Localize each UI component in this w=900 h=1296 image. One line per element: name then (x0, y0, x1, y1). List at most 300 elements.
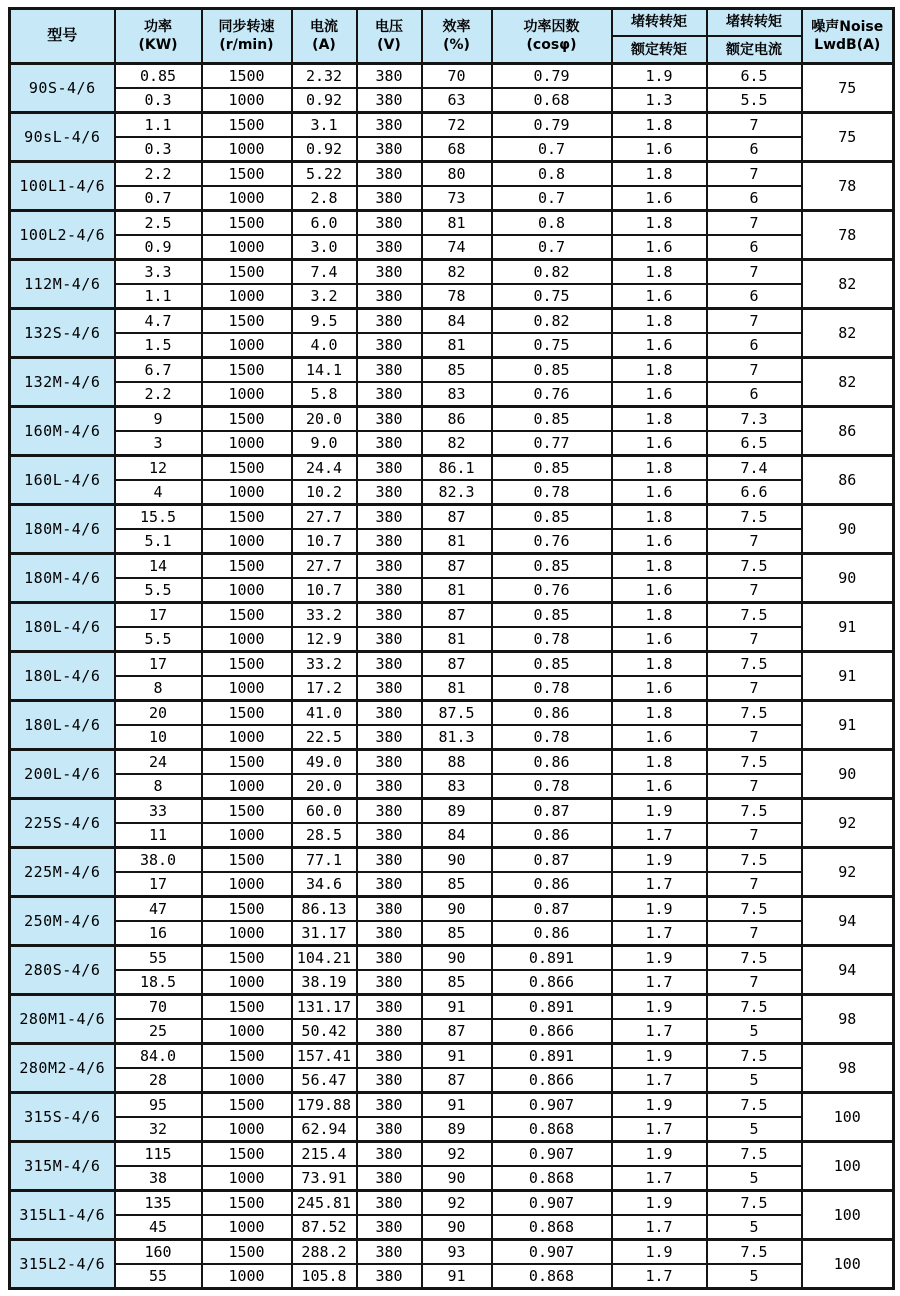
power-factor-cell: 0.868 (492, 1264, 612, 1289)
efficiency-cell: 91 (422, 995, 492, 1020)
torque-ratio-cell: 1.7 (612, 1166, 707, 1191)
power-factor-cell: 0.78 (492, 627, 612, 652)
noise-cell: 78 (802, 162, 894, 211)
spec-row-1500 (10, 701, 894, 726)
speed-cell: 1000 (202, 235, 292, 260)
voltage-cell: 380 (357, 284, 422, 309)
current-cell: 3.1 (292, 113, 357, 138)
current-cell: 34.6 (292, 872, 357, 897)
power-cell: 8 (115, 774, 202, 799)
current-cell: 27.7 (292, 505, 357, 530)
current-ratio-cell: 7.5 (707, 554, 802, 579)
voltage-cell: 380 (357, 162, 422, 187)
voltage-cell: 380 (357, 480, 422, 505)
power-factor-cell: 0.79 (492, 113, 612, 138)
power-factor-cell: 0.87 (492, 799, 612, 824)
noise-cell: 75 (802, 64, 894, 113)
current-cell: 9.0 (292, 431, 357, 456)
efficiency-cell: 82.3 (422, 480, 492, 505)
efficiency-cell: 87 (422, 1068, 492, 1093)
noise-cell: 82 (802, 260, 894, 309)
torque-ratio-cell: 1.7 (612, 921, 707, 946)
power-cell: 70 (115, 995, 202, 1020)
torque-ratio-cell: 1.8 (612, 309, 707, 334)
header-current (292, 9, 357, 64)
current-cell: 2.8 (292, 186, 357, 211)
current-ratio-cell: 6 (707, 186, 802, 211)
voltage-cell: 380 (357, 774, 422, 799)
torque-ratio-cell: 1.9 (612, 995, 707, 1020)
spec-row-1500 (10, 1044, 894, 1069)
power-cell: 38 (115, 1166, 202, 1191)
efficiency-cell: 73 (422, 186, 492, 211)
power-factor-cell: 0.7 (492, 137, 612, 162)
current-ratio-cell: 7 (707, 578, 802, 603)
power-cell: 9 (115, 407, 202, 432)
power-factor-cell: 0.868 (492, 1166, 612, 1191)
efficiency-cell: 63 (422, 88, 492, 113)
speed-cell: 1000 (202, 137, 292, 162)
power-cell: 17 (115, 603, 202, 628)
spec-row-1500 (10, 946, 894, 971)
efficiency-cell: 87 (422, 505, 492, 530)
voltage-cell: 380 (357, 137, 422, 162)
power-factor-cell: 0.76 (492, 578, 612, 603)
efficiency-cell: 82 (422, 431, 492, 456)
current-cell: 0.92 (292, 137, 357, 162)
noise-cell: 92 (802, 848, 894, 897)
current-ratio-cell: 7.5 (707, 1093, 802, 1118)
current-ratio-cell: 5 (707, 1019, 802, 1044)
efficiency-cell: 84 (422, 823, 492, 848)
power-factor-cell: 0.68 (492, 88, 612, 113)
speed-cell: 1500 (202, 1191, 292, 1216)
torque-ratio-cell: 1.7 (612, 1068, 707, 1093)
noise-cell: 91 (802, 652, 894, 701)
power-factor-cell: 0.866 (492, 1019, 612, 1044)
torque-ratio-cell: 1.9 (612, 1240, 707, 1265)
header-power (115, 9, 202, 64)
torque-ratio-cell: 1.6 (612, 235, 707, 260)
noise-cell: 86 (802, 407, 894, 456)
spec-row-1000 (10, 725, 894, 750)
power-factor-cell: 0.86 (492, 921, 612, 946)
speed-cell: 1500 (202, 113, 292, 138)
voltage-cell: 380 (357, 529, 422, 554)
power-cell: 0.3 (115, 137, 202, 162)
current-ratio-cell: 7.5 (707, 1191, 802, 1216)
torque-ratio-cell: 1.8 (612, 652, 707, 677)
power-factor-cell: 0.86 (492, 701, 612, 726)
torque-ratio-cell: 1.8 (612, 260, 707, 285)
efficiency-cell: 90 (422, 1215, 492, 1240)
power-factor-cell: 0.75 (492, 333, 612, 358)
model-cell: 180L-4/6 (10, 652, 115, 701)
torque-ratio-cell: 1.9 (612, 1142, 707, 1167)
current-cell: 12.9 (292, 627, 357, 652)
voltage-cell: 380 (357, 872, 422, 897)
header-efficiency (422, 9, 492, 64)
power-factor-cell: 0.82 (492, 260, 612, 285)
spec-row-1000 (10, 921, 894, 946)
current-ratio-cell: 7.5 (707, 946, 802, 971)
header-model: 型号 (10, 9, 115, 64)
current-ratio-cell: 7.5 (707, 1044, 802, 1069)
voltage-cell: 380 (357, 1093, 422, 1118)
current-cell: 157.41 (292, 1044, 357, 1069)
spec-row-1000 (10, 186, 894, 211)
header-torque-ratio (612, 9, 707, 64)
speed-cell: 1000 (202, 725, 292, 750)
power-factor-cell: 0.85 (492, 652, 612, 677)
power-cell: 3 (115, 431, 202, 456)
speed-cell: 1500 (202, 701, 292, 726)
noise-cell: 100 (802, 1142, 894, 1191)
current-ratio-cell: 7.5 (707, 652, 802, 677)
power-cell: 5.1 (115, 529, 202, 554)
spec-row-1000 (10, 823, 894, 848)
current-ratio-cell: 7 (707, 162, 802, 187)
current-ratio-cell: 6 (707, 284, 802, 309)
speed-cell: 1500 (202, 603, 292, 628)
spec-row-1500 (10, 309, 894, 334)
power-factor-cell: 0.907 (492, 1142, 612, 1167)
speed-cell: 1000 (202, 1117, 292, 1142)
header-speed (202, 9, 292, 64)
power-factor-cell: 0.907 (492, 1191, 612, 1216)
model-cell: 90sL-4/6 (10, 113, 115, 162)
model-cell: 315L2-4/6 (10, 1240, 115, 1289)
power-factor-cell: 0.85 (492, 407, 612, 432)
spec-row-1500 (10, 1093, 894, 1118)
power-cell: 0.7 (115, 186, 202, 211)
speed-cell: 1500 (202, 897, 292, 922)
voltage-cell: 380 (357, 211, 422, 236)
torque-ratio-cell: 1.7 (612, 1264, 707, 1289)
speed-cell: 1000 (202, 1166, 292, 1191)
voltage-cell: 380 (357, 407, 422, 432)
speed-cell: 1000 (202, 333, 292, 358)
header-speed-unit: (r/min) (219, 37, 274, 54)
current-ratio-cell: 7 (707, 529, 802, 554)
power-factor-cell: 0.868 (492, 1117, 612, 1142)
spec-row-1000 (10, 1166, 894, 1191)
current-ratio-cell: 7 (707, 921, 802, 946)
header-power-factor-unit: (cosφ) (526, 37, 577, 54)
current-ratio-cell: 5.5 (707, 88, 802, 113)
spec-row-1000 (10, 284, 894, 309)
efficiency-cell: 85 (422, 970, 492, 995)
speed-cell: 1000 (202, 1215, 292, 1240)
header-efficiency-title: 效率 (442, 19, 471, 35)
spec-row-1000 (10, 431, 894, 456)
model-cell: 280M1-4/6 (10, 995, 115, 1044)
header-efficiency-unit: (%) (443, 37, 470, 54)
efficiency-cell: 85 (422, 872, 492, 897)
torque-ratio-cell: 1.6 (612, 431, 707, 456)
power-factor-cell: 0.75 (492, 284, 612, 309)
torque-ratio-cell: 1.6 (612, 627, 707, 652)
spec-row-1500 (10, 358, 894, 383)
speed-cell: 1500 (202, 799, 292, 824)
current-cell: 10.7 (292, 529, 357, 554)
torque-ratio-cell: 1.9 (612, 1191, 707, 1216)
current-ratio-cell: 7.5 (707, 603, 802, 628)
torque-ratio-cell: 1.8 (612, 750, 707, 775)
power-factor-cell: 0.868 (492, 1215, 612, 1240)
speed-cell: 1500 (202, 946, 292, 971)
voltage-cell: 380 (357, 1191, 422, 1216)
speed-cell: 1500 (202, 211, 292, 236)
model-cell: 200L-4/6 (10, 750, 115, 799)
speed-cell: 1000 (202, 431, 292, 456)
spec-row-1500 (10, 260, 894, 285)
current-cell: 24.4 (292, 456, 357, 481)
torque-ratio-cell: 1.8 (612, 554, 707, 579)
efficiency-cell: 70 (422, 64, 492, 89)
torque-ratio-cell: 1.8 (612, 162, 707, 187)
speed-cell: 1000 (202, 627, 292, 652)
voltage-cell: 380 (357, 725, 422, 750)
power-factor-cell: 0.77 (492, 431, 612, 456)
efficiency-cell: 87 (422, 652, 492, 677)
header-power-factor (492, 9, 612, 64)
power-factor-cell: 0.866 (492, 1068, 612, 1093)
voltage-cell: 380 (357, 1019, 422, 1044)
power-factor-cell: 0.78 (492, 725, 612, 750)
current-cell: 22.5 (292, 725, 357, 750)
power-cell: 4.7 (115, 309, 202, 334)
spec-row-1500 (10, 995, 894, 1020)
power-cell: 45 (115, 1215, 202, 1240)
power-factor-cell: 0.907 (492, 1093, 612, 1118)
power-factor-cell: 0.78 (492, 480, 612, 505)
model-cell: 225M-4/6 (10, 848, 115, 897)
noise-cell: 98 (802, 995, 894, 1044)
model-cell: 160M-4/6 (10, 407, 115, 456)
torque-ratio-cell: 1.9 (612, 799, 707, 824)
voltage-cell: 380 (357, 358, 422, 383)
speed-cell: 1000 (202, 382, 292, 407)
spec-row-1000 (10, 676, 894, 701)
torque-ratio-cell: 1.6 (612, 137, 707, 162)
speed-cell: 1500 (202, 652, 292, 677)
power-cell: 18.5 (115, 970, 202, 995)
power-factor-cell: 0.866 (492, 970, 612, 995)
current-ratio-cell: 6 (707, 137, 802, 162)
power-factor-cell: 0.87 (492, 848, 612, 873)
spec-row-1500 (10, 603, 894, 628)
power-cell: 2.5 (115, 211, 202, 236)
header-voltage (357, 9, 422, 64)
efficiency-cell: 86.1 (422, 456, 492, 481)
current-ratio-cell: 7 (707, 676, 802, 701)
voltage-cell: 380 (357, 603, 422, 628)
efficiency-cell: 81 (422, 627, 492, 652)
current-cell: 288.2 (292, 1240, 357, 1265)
noise-cell: 90 (802, 505, 894, 554)
current-cell: 14.1 (292, 358, 357, 383)
power-cell: 16 (115, 921, 202, 946)
power-cell: 32 (115, 1117, 202, 1142)
current-ratio-cell: 7 (707, 211, 802, 236)
power-factor-cell: 0.907 (492, 1240, 612, 1265)
power-cell: 25 (115, 1019, 202, 1044)
torque-ratio-cell: 1.9 (612, 946, 707, 971)
power-cell: 95 (115, 1093, 202, 1118)
speed-cell: 1500 (202, 309, 292, 334)
model-cell: 315S-4/6 (10, 1093, 115, 1142)
spec-row-1500 (10, 407, 894, 432)
current-cell: 50.42 (292, 1019, 357, 1044)
header-power-unit: (KW) (138, 37, 178, 54)
model-cell: 180M-4/6 (10, 554, 115, 603)
header-speed-title: 同步转速 (218, 19, 275, 35)
voltage-cell: 380 (357, 333, 422, 358)
power-cell: 12 (115, 456, 202, 481)
noise-cell: 90 (802, 750, 894, 799)
torque-ratio-cell: 1.8 (612, 113, 707, 138)
power-cell: 55 (115, 946, 202, 971)
current-cell: 38.19 (292, 970, 357, 995)
voltage-cell: 380 (357, 799, 422, 824)
current-ratio-cell: 7.4 (707, 456, 802, 481)
voltage-cell: 380 (357, 1044, 422, 1069)
torque-ratio-cell: 1.9 (612, 848, 707, 873)
efficiency-cell: 81.3 (422, 725, 492, 750)
spec-row-1500 (10, 1142, 894, 1167)
noise-cell: 91 (802, 701, 894, 750)
efficiency-cell: 85 (422, 921, 492, 946)
speed-cell: 1500 (202, 407, 292, 432)
current-cell: 131.17 (292, 995, 357, 1020)
model-cell: 90S-4/6 (10, 64, 115, 113)
efficiency-cell: 91 (422, 1264, 492, 1289)
efficiency-cell: 87 (422, 603, 492, 628)
torque-ratio-cell: 1.6 (612, 529, 707, 554)
current-ratio-cell: 7 (707, 309, 802, 334)
voltage-cell: 380 (357, 431, 422, 456)
current-cell: 215.4 (292, 1142, 357, 1167)
model-cell: 160L-4/6 (10, 456, 115, 505)
current-cell: 73.91 (292, 1166, 357, 1191)
spec-row-1000 (10, 1068, 894, 1093)
voltage-cell: 380 (357, 88, 422, 113)
speed-cell: 1000 (202, 921, 292, 946)
speed-cell: 1500 (202, 64, 292, 89)
speed-cell: 1500 (202, 260, 292, 285)
power-cell: 5.5 (115, 627, 202, 652)
current-cell: 0.92 (292, 88, 357, 113)
efficiency-cell: 80 (422, 162, 492, 187)
efficiency-cell: 68 (422, 137, 492, 162)
noise-cell: 100 (802, 1240, 894, 1289)
power-factor-cell: 0.76 (492, 382, 612, 407)
spec-row-1500 (10, 554, 894, 579)
spec-row-1000 (10, 88, 894, 113)
header-torque-ratio-bottom: 额定转矩 (631, 42, 687, 59)
current-ratio-cell: 7.5 (707, 1240, 802, 1265)
torque-ratio-cell: 1.6 (612, 333, 707, 358)
power-cell: 160 (115, 1240, 202, 1265)
torque-ratio-cell: 1.6 (612, 382, 707, 407)
noise-cell: 91 (802, 603, 894, 652)
power-cell: 55 (115, 1264, 202, 1289)
speed-cell: 1500 (202, 1093, 292, 1118)
noise-cell: 86 (802, 456, 894, 505)
current-ratio-cell: 7 (707, 260, 802, 285)
current-cell: 105.8 (292, 1264, 357, 1289)
efficiency-cell: 86 (422, 407, 492, 432)
voltage-cell: 380 (357, 554, 422, 579)
current-ratio-cell: 7 (707, 774, 802, 799)
current-ratio-cell: 6 (707, 333, 802, 358)
power-cell: 17 (115, 652, 202, 677)
power-factor-cell: 0.7 (492, 186, 612, 211)
power-factor-cell: 0.8 (492, 211, 612, 236)
power-factor-cell: 0.82 (492, 309, 612, 334)
spec-row-1000 (10, 627, 894, 652)
speed-cell: 1500 (202, 554, 292, 579)
power-cell: 84.0 (115, 1044, 202, 1069)
voltage-cell: 380 (357, 64, 422, 89)
model-cell: 250M-4/6 (10, 897, 115, 946)
voltage-cell: 380 (357, 505, 422, 530)
model-cell: 112M-4/6 (10, 260, 115, 309)
power-cell: 20 (115, 701, 202, 726)
spec-row-1500 (10, 652, 894, 677)
speed-cell: 1500 (202, 848, 292, 873)
spec-row-1000 (10, 529, 894, 554)
speed-cell: 1000 (202, 186, 292, 211)
efficiency-cell: 91 (422, 1044, 492, 1069)
speed-cell: 1000 (202, 88, 292, 113)
spec-row-1000 (10, 774, 894, 799)
current-cell: 3.2 (292, 284, 357, 309)
spec-row-1000 (10, 1264, 894, 1289)
power-cell: 1.5 (115, 333, 202, 358)
speed-cell: 1000 (202, 284, 292, 309)
current-cell: 9.5 (292, 309, 357, 334)
efficiency-cell: 90 (422, 1166, 492, 1191)
efficiency-cell: 90 (422, 848, 492, 873)
current-cell: 7.4 (292, 260, 357, 285)
power-factor-cell: 0.78 (492, 774, 612, 799)
header-noise (802, 9, 894, 64)
efficiency-cell: 92 (422, 1191, 492, 1216)
power-cell: 33 (115, 799, 202, 824)
current-ratio-cell: 7 (707, 725, 802, 750)
power-factor-cell: 0.86 (492, 872, 612, 897)
torque-ratio-cell: 1.8 (612, 358, 707, 383)
current-ratio-cell: 7 (707, 970, 802, 995)
spec-row-1500 (10, 505, 894, 530)
torque-ratio-cell: 1.3 (612, 88, 707, 113)
speed-cell: 1000 (202, 480, 292, 505)
current-cell: 2.32 (292, 64, 357, 89)
spec-row-1500 (10, 1240, 894, 1265)
power-factor-cell: 0.79 (492, 64, 612, 89)
model-cell: 280M2-4/6 (10, 1044, 115, 1093)
efficiency-cell: 81 (422, 211, 492, 236)
current-cell: 10.7 (292, 578, 357, 603)
current-ratio-cell: 6.5 (707, 431, 802, 456)
efficiency-cell: 88 (422, 750, 492, 775)
power-factor-cell: 0.86 (492, 750, 612, 775)
voltage-cell: 380 (357, 652, 422, 677)
current-cell: 62.94 (292, 1117, 357, 1142)
voltage-cell: 380 (357, 578, 422, 603)
